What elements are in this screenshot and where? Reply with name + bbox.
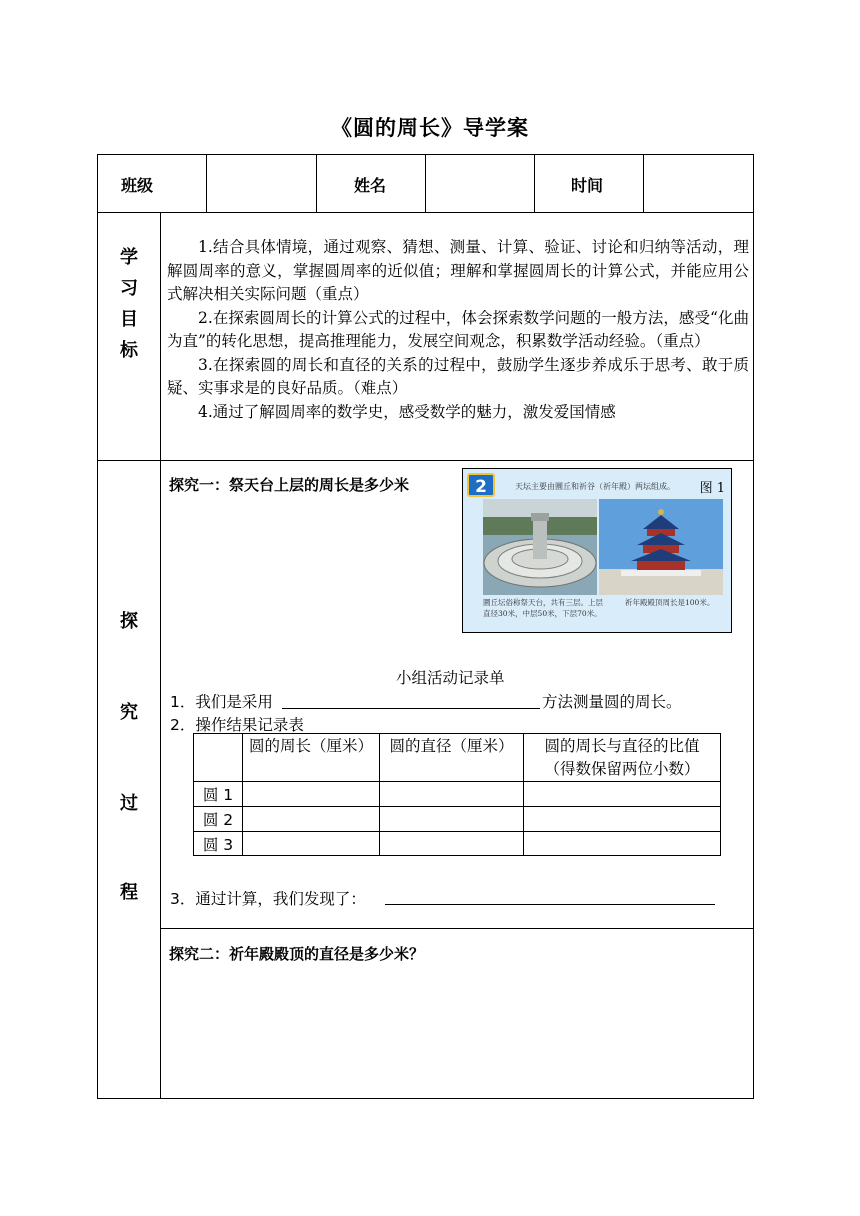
table-header-row xyxy=(194,734,721,782)
col-divider xyxy=(534,154,535,212)
ratio-header-note: （得数保留两位小数） xyxy=(544,759,700,778)
row-label: 圆 1 xyxy=(194,782,243,807)
goals-side-char: 目 xyxy=(120,309,138,330)
hall-of-prayer-image xyxy=(599,499,723,595)
figure-caption: 天坛主要由圜丘和祈谷（祈年殿）两坛组成。 xyxy=(515,482,675,491)
row-label: 圆 2 xyxy=(194,807,243,832)
table-header-cell: 圆的周长（厘米） xyxy=(243,734,380,782)
temple-of-heaven-figure xyxy=(462,468,732,633)
row-divider xyxy=(97,212,754,213)
method-suffix: 方法测量圆的周长。 xyxy=(542,693,682,711)
discovery-prompt: 3．通过计算，我们发现了： xyxy=(170,890,366,908)
col-divider xyxy=(643,154,644,212)
diameter-cell[interactable] xyxy=(380,832,524,856)
goal-item: 4.通过了解圆周率的数学史，感受数学的魅力，激发爱国情感 xyxy=(198,402,616,421)
diameter-cell[interactable] xyxy=(380,782,524,807)
table-row xyxy=(194,782,721,807)
discovery-blank[interactable] xyxy=(385,904,715,905)
lesson-badge: 2 xyxy=(467,473,495,497)
table-prompt: 2．操作结果记录表 xyxy=(170,716,304,734)
record-sheet-title: 小组活动记录单 xyxy=(396,669,505,687)
explore2-title: 探究二：祈年殿殿顶的直径是多少米？ xyxy=(169,945,425,963)
goal-item: 2.在探索圆周长的计算公式的过程中，体会探索数学问题的一般方法，感受“化曲为直”的转化思想，提高推理能力，发展空间观念，积累数学活动经验。（重点） xyxy=(167,308,749,350)
method-blank[interactable] xyxy=(282,708,540,709)
results-table xyxy=(193,733,721,856)
ratio-cell[interactable] xyxy=(524,782,721,807)
hall-note: 祈年殿殿顶周长是100米。 xyxy=(625,598,715,607)
table-row xyxy=(194,832,721,856)
diameter-cell[interactable] xyxy=(380,807,524,832)
page-title: 《圆的周长》导学案 xyxy=(331,116,529,140)
process-side-char: 探 xyxy=(120,611,138,632)
circumference-cell[interactable] xyxy=(243,832,380,856)
circumference-cell[interactable] xyxy=(243,807,380,832)
goals-side-char: 习 xyxy=(120,278,138,299)
table-row xyxy=(194,807,721,832)
circumference-cell[interactable] xyxy=(243,782,380,807)
process-side-char: 究 xyxy=(120,702,138,723)
goals-side-char: 学 xyxy=(120,247,138,268)
ratio-cell[interactable] xyxy=(524,832,721,856)
name-label: 姓名 xyxy=(354,176,387,195)
row-divider xyxy=(97,460,754,461)
class-label: 班级 xyxy=(121,176,154,195)
table-header-cell xyxy=(524,734,721,782)
circular-mound-altar-image xyxy=(483,499,597,595)
figure-label: 图 1 xyxy=(699,481,725,496)
row-divider xyxy=(160,928,754,929)
goals-side-char: 标 xyxy=(120,340,138,361)
table-header-cell xyxy=(194,734,243,782)
table-header-cell: 圆的直径（厘米） xyxy=(380,734,524,782)
ratio-cell[interactable] xyxy=(524,807,721,832)
learning-goals xyxy=(167,236,749,424)
process-side-char: 过 xyxy=(120,793,138,814)
goal-item: 3.在探索圆的周长和直径的关系的过程中，鼓励学生逐步养成乐于思考、敢于质疑、实事求是的良好品质。（难点） xyxy=(167,355,749,397)
method-prompt: 1．我们是采用 xyxy=(170,693,273,711)
time-label: 时间 xyxy=(571,176,604,195)
goal-item: 1.结合具体情境，通过观察、猜想、测量、计算、验证、讨论和归纳等活动，理解圆周率的意义，掌握圆周率的近似值；理解和掌握圆周长的计算公式，并能应用公式解决相关实际问题（重点） xyxy=(167,238,749,303)
altar-note: 圜丘坛俗称祭天台，共有三层。上层直径30米，中层50米，下层70米。 xyxy=(483,598,603,618)
col-divider xyxy=(316,154,317,212)
row-label: 圆 3 xyxy=(194,832,243,856)
explore1-title: 探究一：祭天台上层的周长是多少米 xyxy=(169,476,410,494)
col-divider xyxy=(206,154,207,212)
col-divider xyxy=(425,154,426,212)
ratio-header: 圆的周长与直径的比值 xyxy=(544,736,700,755)
col-divider xyxy=(160,212,161,1099)
process-side-char: 程 xyxy=(120,882,138,903)
